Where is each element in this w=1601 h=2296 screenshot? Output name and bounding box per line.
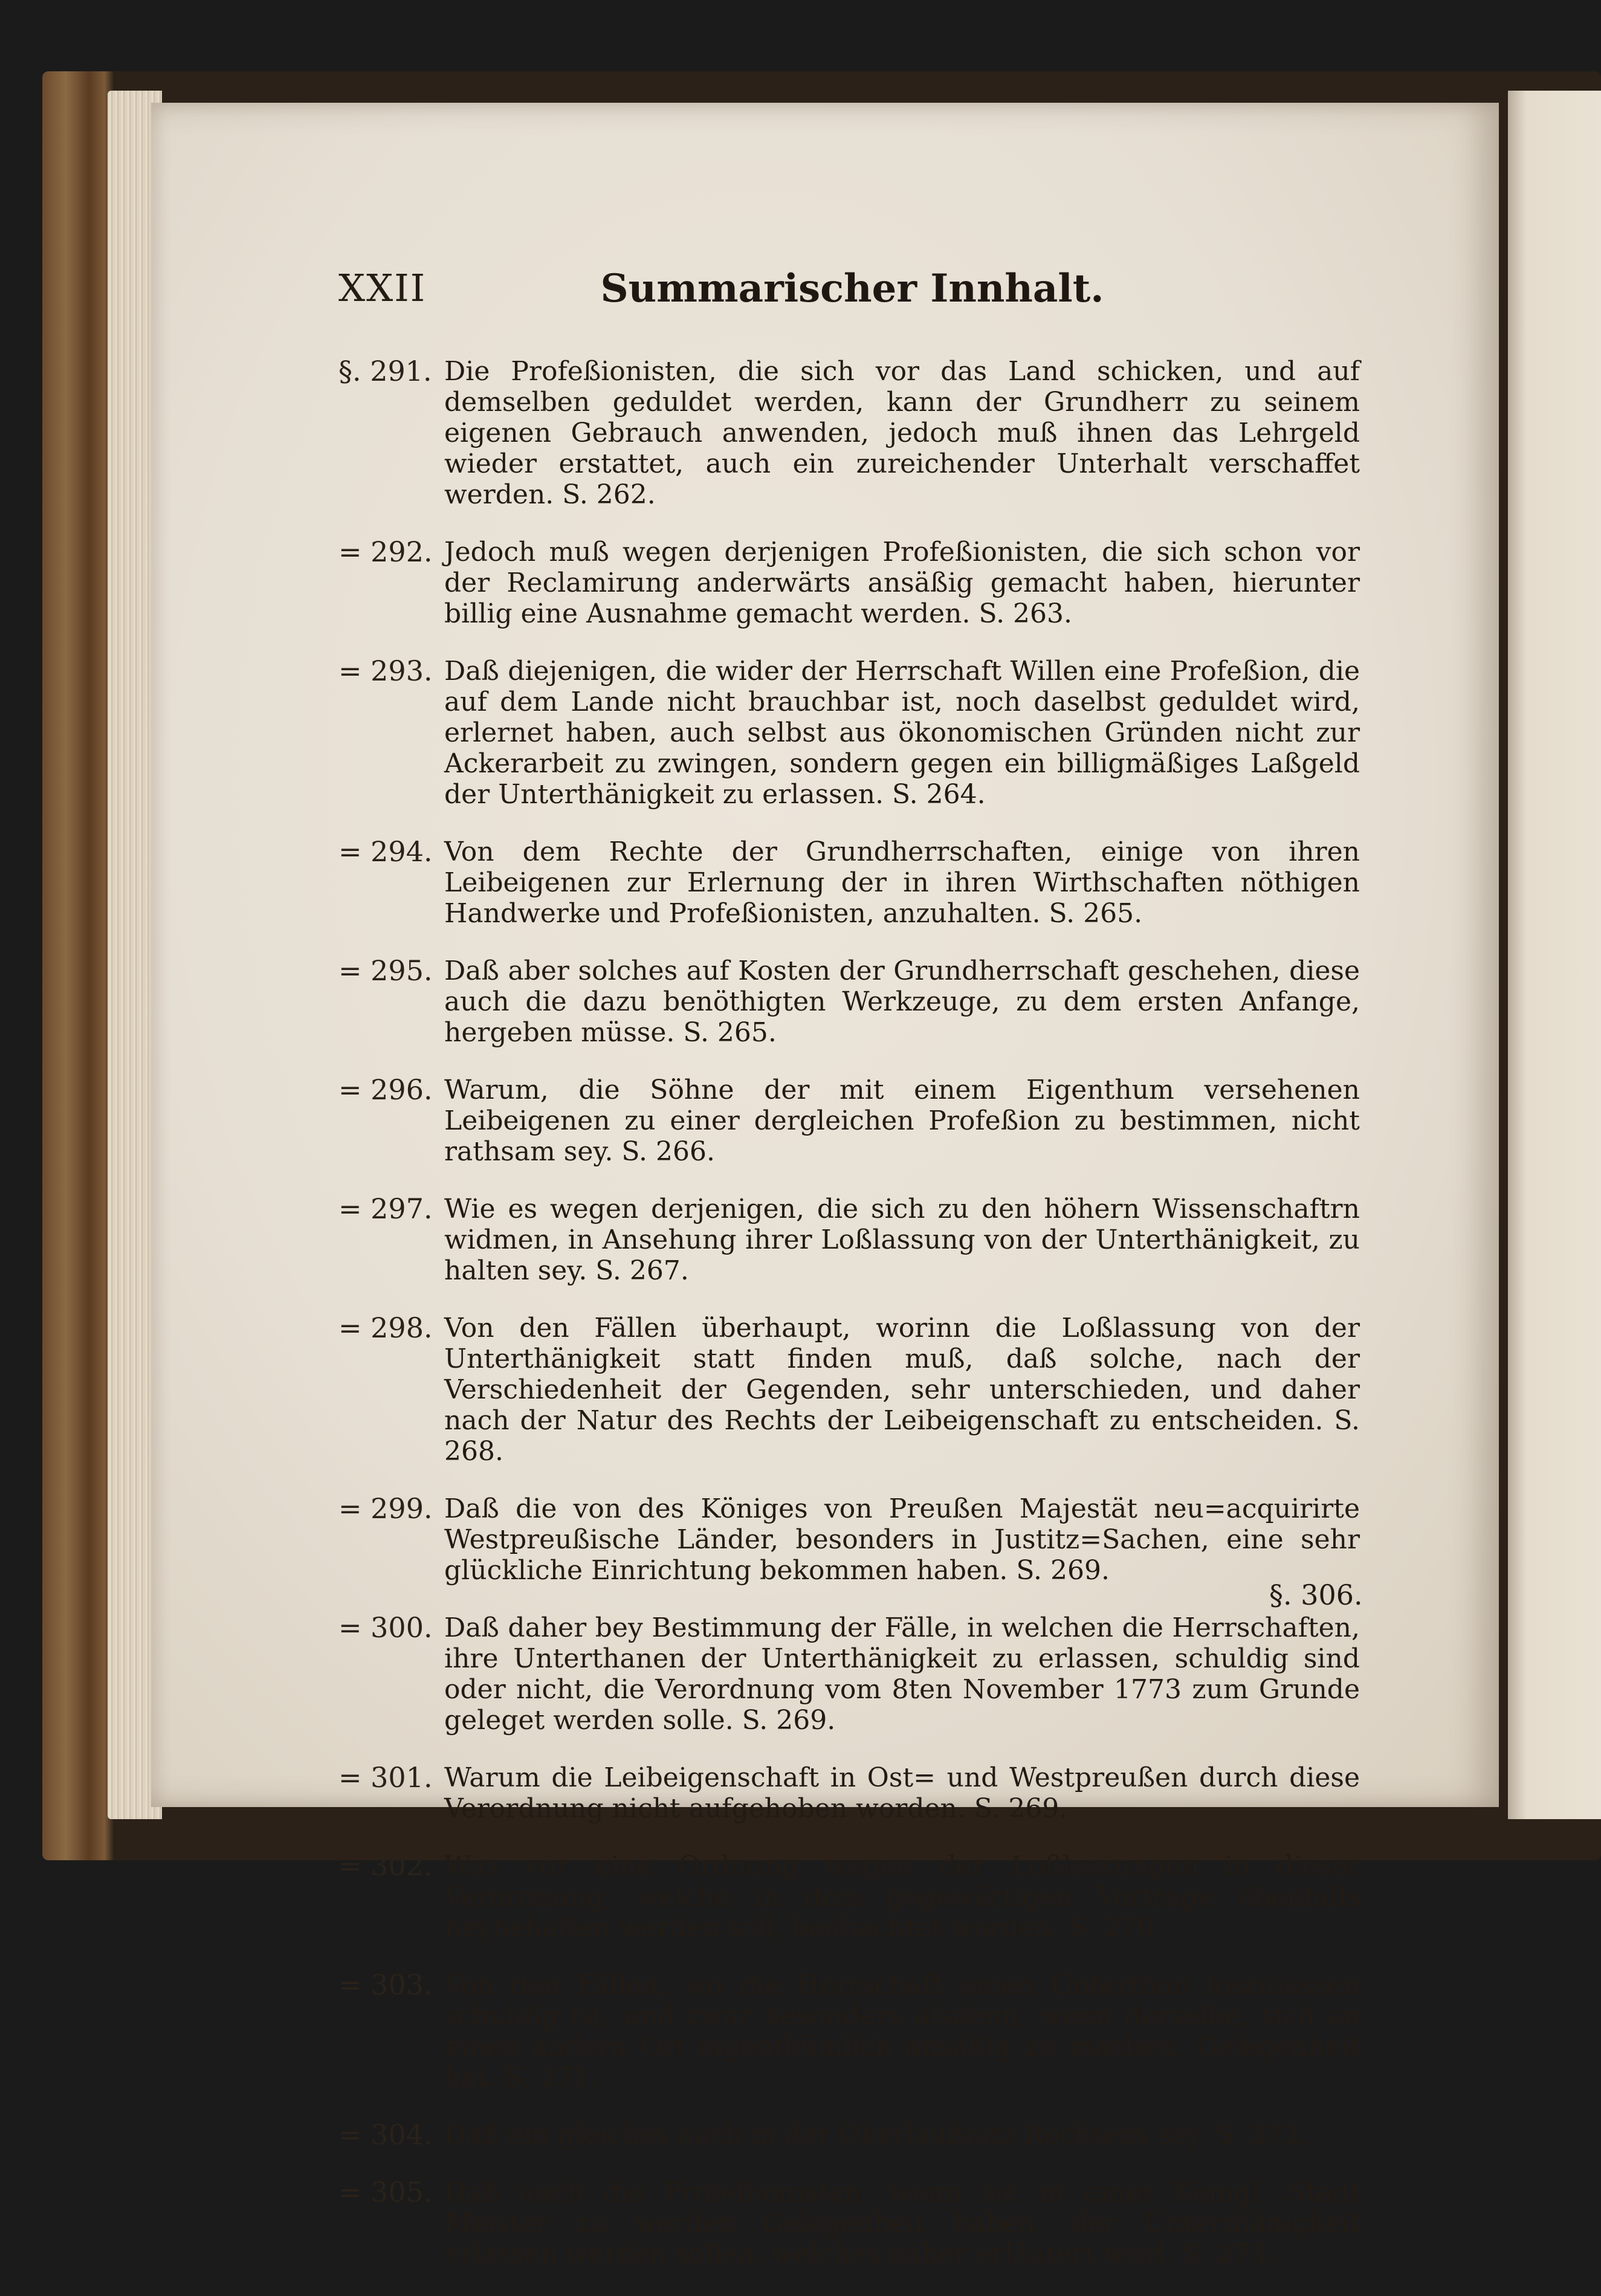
entry-299 [338, 1493, 1360, 1586]
entry-number: = 302. [338, 1849, 433, 1882]
entry-number: = 304. [338, 2118, 433, 2151]
entry-295 [338, 956, 1360, 1048]
entry-number: = 301. [338, 1761, 433, 1794]
entry-number: = 294. [338, 835, 433, 868]
facing-page [1508, 91, 1601, 1819]
entry-text: Wie es wegen derjenigen, die sich zu den höhern Wissenschaftrn widmen, in Ansehung ihrer Loßlassung von der Unterthänigkeit, zu halten sey. S. 267. [444, 1194, 1360, 1286]
entry-301 [338, 1762, 1360, 1824]
entry-number: = 298. [338, 1311, 433, 1344]
entry-number: = 292. [338, 535, 433, 568]
entry-text: Daß die von des Königes von Preußen Majestät neu=acquirirte Westpreußische Länder, besonders in Justitz=Sachen, eine sehr glückliche Einrichtung bekommen haben. S. 269. [444, 1493, 1360, 1586]
entry-296 [338, 1075, 1360, 1167]
running-title: Summarischer Innhalt. [600, 266, 1104, 311]
entry-text: Daß diejenigen, die wider der Herrschaft Willen eine Profeßion, die auf dem Lande nicht brauchbar ist, noch daselbst geduldet wird, erlernet haben, auch selbst aus ökonomischen Gründen nicht zur Ackerarbeit zu zwingen, sondern gegen ein billigmäßiges Laßgeld der Unterthänigkeit zu erlassen. S. 264. [444, 656, 1360, 810]
entry-291 [338, 356, 1360, 510]
entry-number: = 300. [338, 1611, 433, 1644]
entry-300 [338, 1612, 1360, 1736]
entry-297 [338, 1194, 1360, 1286]
entry-number: = 296. [338, 1073, 433, 1106]
entry-294 [338, 836, 1360, 929]
entry-298 [338, 1313, 1360, 1467]
entry-number: = 293. [338, 655, 433, 687]
entry-text: Jedoch muß wegen derjenigen Profeßionisten, die sich schon vor der Reclamirung anderwärts ansäßig gemacht haben, hierunter billig eine Ausnahme gemacht werden. S. 263. [444, 537, 1360, 629]
page-header [338, 266, 1366, 320]
entry-304 [338, 2120, 1360, 2150]
entry-292 [338, 537, 1360, 629]
entry-302 [338, 1851, 1360, 1943]
entry-303 [338, 1970, 1360, 2093]
entry-number: = 297. [338, 1192, 433, 1225]
contents-list [338, 329, 1360, 2296]
entry-text: Von dem Rechte der Grundherrschaften, einige von ihren Leibeigenen zur Erlernung der in ihren Wirthschaften nöthigen Handwerke und Profeßionisten, anzuhalten. S. 265. [444, 836, 1360, 929]
entry-text: Von den Fällen, wo die Herrschaft einen Unterthan loszulassen schuldig ist, und zwar besonders alsdenn, wenn derselbe, sich an einen andern Ort eigenthümlich ansäßig zu machen, Gelegenheit hat. S. 271. [444, 1970, 1360, 2093]
entry-text: Von den Fällen überhaupt, worinn die Loßlassung von der Unterthänigkeit statt finden muß, daß solche, nach der Verschiedenheit der Gegenden, sehr unterschieden, und daher nach der Natur des Rechts der Leibeigenschaft zu entscheiden. S. 268. [444, 1313, 1360, 1467]
entry-text: Daß aber solches auf Kosten der Grundherrschaft geschehen, diese auch die dazu benöthigten Werkzeuge, zu dem ersten Anfange, hergeben müsse. S. 265. [444, 956, 1360, 1048]
page-number: XXII [338, 266, 427, 310]
entry-text: Warum, die Söhne der mit einem Eigenthum versehenen Leibeigenen zu einer dergleichen Profeßion zu bestimmen, nicht rathsam sey. S. 266. [444, 1075, 1360, 1167]
entry-text: Daß daher bey Bestimmung der Fälle, in welchen die Herrschaften, ihre Unterthanen der Unterthänigkeit zu erlassen, schuldig sind oder nicht, die Verordnung vom 8ten November 1773 zum Grunde geleget werden solle. S. 269. [444, 1612, 1360, 1736]
entry-text: Warum die Leibeigenschaft in Ost= und Westpreußen durch diese Verordnung nicht aufgehoben worden. S. 269. [444, 1762, 1360, 1824]
entry-text: Daß auch die Profeßionisten, wenn sie in einer Königl. Stadt Meister zu werden Gelegenheit haben, der Unterthänigkeit erlassen werden sollen, welches näher erläutert wird. S. 273. [444, 2177, 1360, 2269]
entry-text: Die Profeßionisten, die sich vor das Land schicken, und auf demselben geduldet werden, kann der Grundherr zu seinem eigenen Gebrauch anwenden, jedoch muß ihnen das Lehrgeld wieder erstattet, auch ein zureichender Unterhalt verschaffet werden. S. 262. [444, 356, 1360, 510]
entry-number: = 303. [338, 1968, 433, 2001]
entry-text: Was vor eine Ordnung wegen der Loßlassungen in dieser Verordnung, welche in dem gegewärtigen Vortrage ebenfalls beybehalten werden soll, beobachtet worden. S. 270. [444, 1851, 1360, 1943]
entry-text: Daß ein gleiches auch in der Oberlaußnitz Rechtens sey. S. 272. [444, 2120, 1308, 2150]
entry-number: = 295. [338, 954, 433, 987]
entry-number: = 305. [338, 2176, 433, 2208]
entry-number: §. 291. [338, 355, 432, 387]
entry-293 [338, 656, 1360, 810]
catchword: §. 306. [1269, 1579, 1363, 1611]
entry-305 [338, 2177, 1360, 2269]
entry-number: = 299. [338, 1492, 433, 1525]
